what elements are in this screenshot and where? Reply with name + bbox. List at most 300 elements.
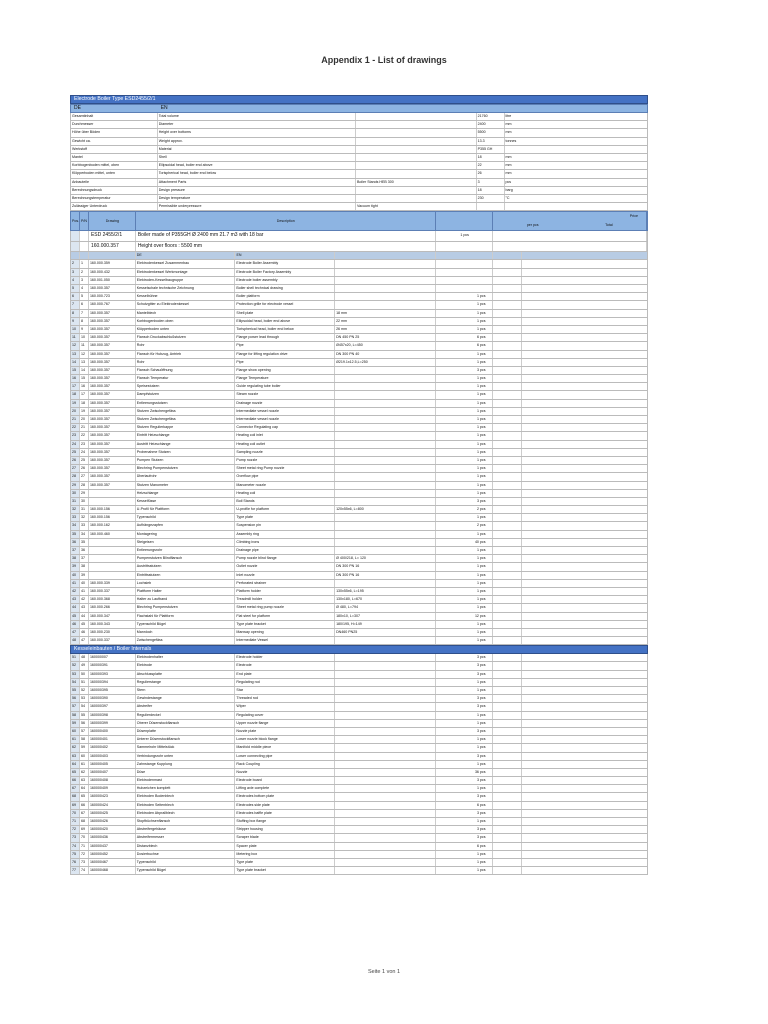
row-position: 34 <box>80 531 89 538</box>
row-quantity: 3 pcs <box>436 671 493 678</box>
row-index: 22 <box>71 424 80 431</box>
row-dimension <box>335 818 436 825</box>
row-drawing-no: 160.000.723 <box>89 293 136 300</box>
drawings-sheet <box>70 95 648 875</box>
row-desc-en: Sheet metal ring Pump nozzle <box>235 465 335 472</box>
row-drawing-no: 160.000.357 <box>89 449 136 456</box>
row-drawing-no: 160.000.357 <box>89 408 136 415</box>
row-position: 24 <box>80 449 89 456</box>
row-quantity: 1 pcs <box>436 351 493 358</box>
row-desc-de: Stutzen Regulierkappe <box>136 424 236 431</box>
row-quantity: 1 pcs <box>436 310 493 317</box>
row-dimension <box>335 441 436 448</box>
row-dimension: 26 mm <box>335 326 436 333</box>
row-position: 22 <box>80 432 89 439</box>
row-desc-de: Eintrittsstutzen <box>136 572 236 579</box>
row-desc-de: Halter zu Laufband <box>136 596 236 603</box>
row-desc-de: Austrittsstutzen <box>136 563 236 570</box>
row-drawing-no: 160.000.156 <box>89 506 136 513</box>
table-row <box>70 753 648 761</box>
row-desc-en: Torispherical head, boiler end below <box>235 326 335 333</box>
row-position: 49 <box>80 662 89 669</box>
row-quantity: 1 pcs <box>436 859 493 866</box>
row-desc-en: Outlet nozzle <box>235 563 335 570</box>
spec-row <box>70 129 648 137</box>
row-index: 42 <box>71 588 80 595</box>
row-desc-en: Electrode holder <box>235 654 335 661</box>
row-desc-de: Stutzen Manometer <box>136 482 236 489</box>
col-description: Description <box>136 212 436 230</box>
row-desc-en: Wiper <box>235 703 335 710</box>
row-drawing-no: 160.000.357 <box>89 359 136 366</box>
row-desc-en: Electrode <box>235 662 335 669</box>
row-dimension <box>335 637 436 644</box>
table-row <box>70 621 648 629</box>
row-desc-de: Flachstahl für Plattform <box>136 613 236 620</box>
row-desc-en: Inlet nozzle <box>235 572 335 579</box>
row-desc-en: Electrode board <box>235 777 335 784</box>
table-row <box>70 326 648 334</box>
table-row <box>70 432 648 440</box>
row-position: 30 <box>80 498 89 505</box>
row-drawing-no: 160.000.357 <box>89 351 136 358</box>
table-row <box>70 851 648 859</box>
row-desc-de: Rohr <box>136 359 236 366</box>
row-drawing-no: 160000393 <box>89 671 136 678</box>
row-index: 19 <box>71 400 80 407</box>
row-drawing-no: 160.000.337 <box>89 588 136 595</box>
spec-value: 22 <box>477 162 505 169</box>
row-desc-en: Flange show opening <box>235 367 335 374</box>
row-position: 65 <box>80 793 89 800</box>
row-desc-en: Sampling nozzle <box>235 449 335 456</box>
row-drawing-no: 160.000.347 <box>89 613 136 620</box>
row-position: 44 <box>80 613 89 620</box>
row-quantity: 1 pcs <box>436 449 493 456</box>
row-desc-de: Blechring Pumpenstutzen <box>136 465 236 472</box>
row-desc-en: Manometer nozzle <box>235 482 335 489</box>
row-index: 16 <box>71 375 80 382</box>
row-dimension <box>335 753 436 760</box>
spec-row <box>70 146 648 154</box>
row-dimension: Ø457x20, L=450 <box>335 342 436 349</box>
spec-label-de: Berechnungsdruck <box>71 187 158 194</box>
row-desc-en: Stuffing box flange <box>235 818 335 825</box>
row-position: 25 <box>80 457 89 464</box>
row-dimension: 180/195, H=149 <box>335 621 436 628</box>
main-item-qty: 1 pcs <box>436 231 493 241</box>
spec-row <box>70 113 648 121</box>
row-index: 41 <box>71 580 80 587</box>
row-quantity: 1 pcs <box>436 482 493 489</box>
table-row <box>70 383 648 391</box>
row-desc-en: Connector Regulating cap <box>235 424 335 431</box>
row-desc-en: Type plate <box>235 859 335 866</box>
row-drawing-no: 160000420 <box>89 826 136 833</box>
row-index: 26 <box>71 457 80 464</box>
row-quantity: 1 pcs <box>436 293 493 300</box>
row-desc-de: Plattform Halter <box>136 588 236 595</box>
table-row <box>70 761 648 769</box>
row-position: 5 <box>80 293 89 300</box>
row-index: 20 <box>71 408 80 415</box>
row-quantity: 1 pcs <box>436 375 493 382</box>
row-quantity <box>436 277 493 284</box>
row-drawing-no: 160.001.050 <box>89 277 136 284</box>
row-desc-de: Mantelblech <box>136 310 236 317</box>
row-drawing-no: 160.000.357 <box>89 383 136 390</box>
spec-label-en: Material <box>158 146 356 153</box>
row-quantity: 1 pcs <box>436 761 493 768</box>
row-quantity: 1 pcs <box>436 818 493 825</box>
table-row <box>70 473 648 481</box>
row-position: 45 <box>80 621 89 628</box>
row-dimension <box>335 522 436 529</box>
row-dimension <box>335 269 436 276</box>
spec-label-en: Torispherical head, boiler end below <box>158 170 356 177</box>
row-desc-de: Montagering <box>136 531 236 538</box>
row-position: 39 <box>80 572 89 579</box>
drawing-table-header <box>70 211 648 231</box>
table-row <box>70 506 648 514</box>
row-index: 25 <box>71 449 80 456</box>
table-row <box>70 687 648 695</box>
spec-label-de: Gewicht ca. <box>71 138 158 145</box>
row-quantity: 6 pcs <box>436 802 493 809</box>
row-quantity: 1 pcs <box>436 383 493 390</box>
row-desc-en: Pump nozzle blind flange <box>235 555 335 562</box>
row-dimension <box>335 482 436 489</box>
row-drawing-no: 160.000.357 <box>89 310 136 317</box>
row-desc-en: Heating coil inlet <box>235 432 335 439</box>
table-row <box>70 818 648 826</box>
row-position: 17 <box>80 391 89 398</box>
row-dimension <box>335 285 436 292</box>
table-row <box>70 679 648 687</box>
sub-header-en: EN <box>235 252 335 259</box>
row-quantity: 1 pcs <box>436 465 493 472</box>
row-quantity: 1 pcs <box>436 490 493 497</box>
row-drawing-no <box>89 498 136 505</box>
row-index: 56 <box>71 695 80 702</box>
row-desc-de: Mannloch <box>136 629 236 636</box>
row-dimension <box>335 728 436 735</box>
row-quantity: 6 pcs <box>436 334 493 341</box>
row-desc-en: Drainage pipe <box>235 547 335 554</box>
main-item-row-2 <box>70 242 648 253</box>
sub-header-row <box>70 252 648 260</box>
row-index: 39 <box>71 563 80 570</box>
row-index: 61 <box>71 736 80 743</box>
row-position: 31 <box>80 506 89 513</box>
row-position: 70 <box>80 834 89 841</box>
row-dimension <box>335 744 436 751</box>
row-position: 12 <box>80 351 89 358</box>
spec-header-en: EN <box>160 105 168 111</box>
row-position: 52 <box>80 687 89 694</box>
row-index: 23 <box>71 432 80 439</box>
row-desc-en: Climbing irons <box>235 539 335 546</box>
row-desc-en: Platform holder <box>235 588 335 595</box>
main-item-row-1 <box>70 231 648 242</box>
row-quantity: 1 pcs <box>436 679 493 686</box>
table-row <box>70 260 648 268</box>
row-desc-de: Dampfstutzen <box>136 391 236 398</box>
table-row <box>70 359 648 367</box>
spec-row <box>70 154 648 162</box>
row-desc-de: Typenschild Bügel <box>136 621 236 628</box>
row-dimension <box>335 531 436 538</box>
row-position: 16 <box>80 383 89 390</box>
row-position: 36 <box>80 547 89 554</box>
row-quantity: 1 pcs <box>436 547 493 554</box>
row-index: 52 <box>71 662 80 669</box>
row-dimension: 130x55x6, L=195 <box>335 588 436 595</box>
row-index: 32 <box>71 506 80 513</box>
row-quantity: 36 pcs <box>436 769 493 776</box>
row-drawing-no: 160.000.357 <box>89 318 136 325</box>
row-drawing-no: 160000398 <box>89 712 136 719</box>
table-row <box>70 416 648 424</box>
row-drawing-no: 160.000.357 <box>89 416 136 423</box>
row-desc-en: Nozzle <box>235 769 335 776</box>
table-row <box>70 785 648 793</box>
row-dimension <box>335 867 436 874</box>
row-quantity: 1 pcs <box>436 555 493 562</box>
table-row <box>70 802 648 810</box>
row-desc-en: Pipe <box>235 359 335 366</box>
row-desc-de: Düse <box>136 769 236 776</box>
row-desc-en: Steam nozzle <box>235 391 335 398</box>
col-pos: Pos. <box>71 212 80 230</box>
spec-label-de: Berechnungstemperatur <box>71 195 158 202</box>
row-quantity: 3 pcs <box>436 367 493 374</box>
row-desc-de: Stutzen Zwischengefäss <box>136 408 236 415</box>
row-drawing-no: 160.000.432 <box>89 269 136 276</box>
row-drawing-no: 160.000.357 <box>89 375 136 382</box>
row-position: 38 <box>80 563 89 570</box>
row-position: 53 <box>80 695 89 702</box>
row-quantity: 1 pcs <box>436 441 493 448</box>
row-quantity <box>436 285 493 292</box>
row-desc-en: Assembly ring <box>235 531 335 538</box>
table-row <box>70 277 648 285</box>
table-row <box>70 285 648 293</box>
row-drawing-no: 160000395 <box>89 687 136 694</box>
spec-label-de: Mantel <box>71 154 158 161</box>
spec-extra <box>356 154 477 161</box>
row-drawing-no: 160000426 <box>89 818 136 825</box>
row-desc-en: Type plate bracket <box>235 867 335 874</box>
row-position: 48 <box>80 654 89 661</box>
row-position: 26 <box>80 465 89 472</box>
row-drawing-no: 160000468 <box>89 867 136 874</box>
row-index: 21 <box>71 416 80 423</box>
spec-value: 3 <box>477 179 505 186</box>
row-dimension <box>335 490 436 497</box>
row-desc-de: Aufhängezapfen <box>136 522 236 529</box>
row-desc-de: Elektroden-Kesselbaugruppe <box>136 277 236 284</box>
row-quantity <box>436 260 493 267</box>
row-desc-en: Electrode Boiler Factory Assembly <box>235 269 335 276</box>
row-position: 47 <box>80 637 89 644</box>
row-index: 27 <box>71 465 80 472</box>
row-dimension <box>335 703 436 710</box>
row-drawing-no <box>89 563 136 570</box>
row-dimension: DN 300 PN 16 <box>335 572 436 579</box>
spec-extra: Boiler Stands HEB 300 <box>356 179 477 186</box>
spec-unit: mm <box>505 171 512 176</box>
spec-label-de: Gesamtinhalt <box>71 113 158 120</box>
row-index: 71 <box>71 818 80 825</box>
row-index: 5 <box>71 285 80 292</box>
spec-label-de: Anbauteile <box>71 179 158 186</box>
row-desc-en: U-profile for platform <box>235 506 335 513</box>
row-position: 10 <box>80 334 89 341</box>
page-footer: Seite 1 von 1 <box>367 969 401 975</box>
row-drawing-no: 160000408 <box>89 777 136 784</box>
spec-table <box>70 113 648 211</box>
row-position: 1 <box>80 260 89 267</box>
spec-row <box>70 138 648 146</box>
row-desc-de: Distanzblech <box>136 843 236 850</box>
row-drawing-no: 160.000.156 <box>89 514 136 521</box>
row-quantity: 1 pcs <box>436 580 493 587</box>
row-index: 74 <box>71 843 80 850</box>
spec-label-en: Attachment Parts <box>158 179 356 186</box>
spec-value: P355 GH <box>477 146 505 153</box>
row-desc-de: Regulierstange <box>136 679 236 686</box>
table-row <box>70 547 648 555</box>
row-dimension: 180x10, L=307 <box>335 613 436 620</box>
spec-value: 26 <box>477 170 505 177</box>
row-position: 37 <box>80 555 89 562</box>
row-desc-en: Regulating rod <box>235 679 335 686</box>
row-position: 23 <box>80 441 89 448</box>
row-desc-de: Kesselfüsse <box>136 498 236 505</box>
row-index: 64 <box>71 761 80 768</box>
spec-label-en: Weight approx. <box>158 138 356 145</box>
spec-value: 2400 <box>477 121 505 128</box>
row-index: 66 <box>71 777 80 784</box>
row-index: 18 <box>71 391 80 398</box>
row-dimension <box>335 687 436 694</box>
row-desc-de: Abstreifer <box>136 703 236 710</box>
row-index: 10 <box>71 326 80 333</box>
spec-unit: mm <box>505 122 512 127</box>
row-index: 35 <box>71 531 80 538</box>
row-desc-en: Intermediate Vessel <box>235 637 335 644</box>
row-desc-de: Verbindungsrohr unten <box>136 753 236 760</box>
row-dimension <box>335 473 436 480</box>
row-desc-en: Electrodes bottom plate <box>235 793 335 800</box>
table-row <box>70 843 648 851</box>
spec-extra: Vacuum tight <box>356 203 477 210</box>
row-dimension <box>335 457 436 464</box>
spec-unit: mm <box>505 130 512 135</box>
row-desc-en: Flange Temperature <box>235 375 335 382</box>
spec-label-en: Shell <box>158 154 356 161</box>
row-dimension <box>335 391 436 398</box>
row-drawing-no: 160000437 <box>89 843 136 850</box>
table-row <box>70 375 648 383</box>
row-desc-de: Steigeisen <box>136 539 236 546</box>
row-index: 7 <box>71 301 80 308</box>
row-desc-de: Elektrodenkessel Zusammenbau <box>136 260 236 267</box>
row-position: 18 <box>80 400 89 407</box>
row-dimension <box>335 859 436 866</box>
row-drawing-no: 160.000.343 <box>89 621 136 628</box>
row-desc-de: Abschlussplatte <box>136 671 236 678</box>
row-position: 13 <box>80 359 89 366</box>
total-label: Total <box>605 223 613 228</box>
row-dimension: 18 mm <box>335 310 436 317</box>
table-row <box>70 269 648 277</box>
row-index: 70 <box>71 810 80 817</box>
row-position: 3 <box>80 277 89 284</box>
table-row <box>70 769 648 777</box>
row-position: 11 <box>80 342 89 349</box>
table-row <box>70 859 648 867</box>
spec-label-en: Height over bottoms <box>158 129 356 136</box>
spec-unit: mm <box>505 154 512 159</box>
row-position: 9 <box>80 326 89 333</box>
spec-unit: °C <box>505 195 510 200</box>
table-row <box>70 728 648 736</box>
row-dimension <box>335 785 436 792</box>
row-desc-de: Rohr <box>136 342 236 349</box>
row-dimension <box>335 580 436 587</box>
row-quantity: 12 pcs <box>436 613 493 620</box>
row-drawing-no: 160.000.357 <box>89 441 136 448</box>
table-row <box>70 712 648 720</box>
row-position: 69 <box>80 826 89 833</box>
row-quantity <box>436 269 493 276</box>
row-position: 46 <box>80 629 89 636</box>
row-position: 4 <box>80 285 89 292</box>
row-position: 35 <box>80 539 89 546</box>
row-dimension: 120x55x6, L=800 <box>335 506 436 513</box>
row-drawing-no: 160000409 <box>89 785 136 792</box>
row-drawing-no: 160.000.357 <box>89 334 136 341</box>
row-index: 58 <box>71 712 80 719</box>
row-dimension <box>335 293 436 300</box>
row-quantity: 1 pcs <box>436 720 493 727</box>
row-desc-de: Flansch für Hubzug, Antrieb <box>136 351 236 358</box>
row-dimension <box>335 424 436 431</box>
table-row <box>70 604 648 612</box>
row-desc-de: Elektrodenkessel Werkmontage <box>136 269 236 276</box>
row-index: 57 <box>71 703 80 710</box>
spec-label-de: Werkstoff <box>71 146 158 153</box>
spec-row <box>70 195 648 203</box>
row-quantity: 1 pcs <box>436 416 493 423</box>
row-drawing-no: 160.000.357 <box>89 457 136 464</box>
row-quantity: 1 pcs <box>436 867 493 874</box>
row-position: 50 <box>80 671 89 678</box>
row-index: 45 <box>71 613 80 620</box>
spec-extra <box>356 146 477 153</box>
row-dimension <box>335 851 436 858</box>
row-index: 3 <box>71 269 80 276</box>
row-dimension: DN 450 PN 25 <box>335 334 436 341</box>
row-position: 57 <box>80 728 89 735</box>
row-dimension: 22 mm <box>335 318 436 325</box>
row-quantity: 1 pcs <box>436 473 493 480</box>
spec-extra <box>356 170 477 177</box>
row-dimension <box>335 514 436 521</box>
table-row <box>70 449 648 457</box>
